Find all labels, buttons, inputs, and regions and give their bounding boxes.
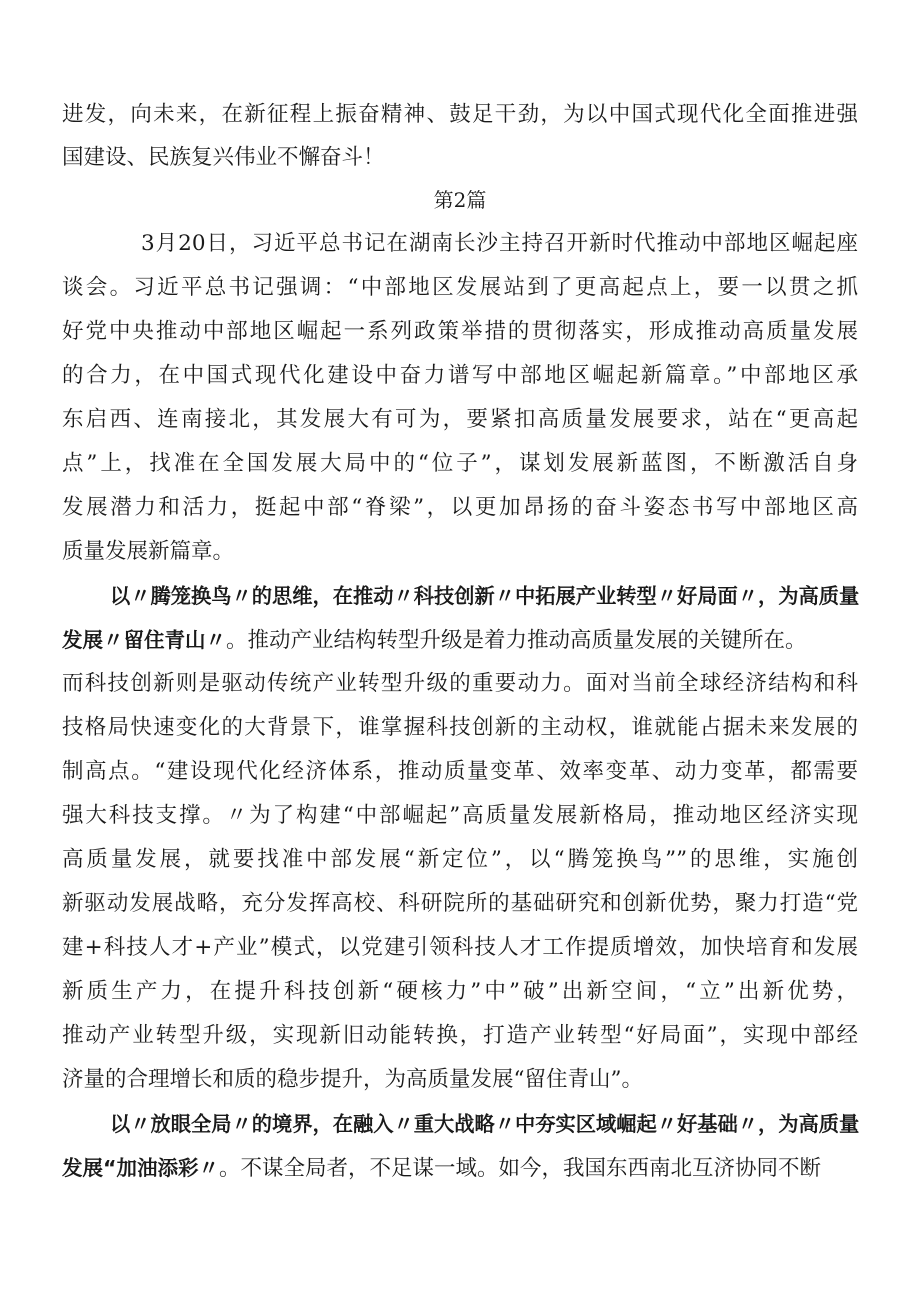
para1-line-3: 好党中央推动中部地区崛起一系列政策举措的贯彻落实，形成推动高质量发展 [62, 319, 858, 344]
section-title: 第2篇 [433, 188, 487, 212]
para2-heading-bold: 发展〃留住青山〃 [62, 628, 226, 652]
para2-heading-line-1: 以〃腾笼换鸟〃的思维，在推动〃科技创新〃中拓展产业转型〃好局面〃，为高质量 [110, 584, 860, 608]
para2-line-1: 而科技创新则是驱动传统产业转型升级的重要动力。面对当前全球经济结构和科 [62, 671, 858, 696]
para1-line-5: 东启西、连南接北，其发展大有可为，要紧扣高质量发展要求，站在“更高起 [62, 407, 858, 432]
para2-line-8: 新质生产力，在提升科技创新“硬核力”中”破”出新空间，“立”出新优势， [62, 979, 858, 1004]
para2-line-9: 推动产业转型升级，实现新旧动能转换，打造产业转型“好局面”，实现中部经 [62, 1023, 858, 1048]
para2-line-4: 强大科技支撑。〃为了构建“中部崛起”高质量发展新格局，推动地区经济实现 [62, 803, 858, 828]
para3-heading-bold: 发展“加油添彩〃 [62, 1156, 219, 1180]
para2-line-2: 技格局快速变化的大背景下，谁掌握科技创新的主动权，谁就能占据未来发展的 [62, 715, 858, 740]
para1-line-6: 点”上，找准在全国发展大局中的“位子”，谋划发展新蓝图，不断激活自身 [62, 451, 858, 476]
para1-line-2: 谈会。习近平总书记强调：“中部地区发展站到了更高起点上，要一以贯之抓 [62, 275, 858, 300]
intro-line-2: 国建设、民族复兴伟业不懈奋斗！ [62, 145, 385, 170]
para2-heading-line-2 [62, 626, 858, 654]
para3-heading-line-1: 以〃放眼全局〃的境界，在融入〃重大战略〃中夯实区域崛起〃好基础〃，为高质量 [110, 1112, 860, 1136]
para2-line-6: 新驱动发展战略，充分发挥高校、科研院所的基础研究和创新优势，聚力打造“党 [62, 891, 858, 916]
para1-line-8: 质量发展新篇章。 [62, 539, 235, 564]
para3-heading-line-2 [62, 1154, 858, 1182]
para3-heading-rest: 。不谋全局者，不足谋一域。如今，我国东西南北互济协同不断 [218, 1156, 821, 1181]
para1-line-4: 的合力，在中国式现代化建设中奋力谱写中部地区崛起新篇章。”中部地区承 [62, 363, 858, 388]
para1-line-1: 3月20日，习近平总书记在湖南长沙主持召开新时代推动中部地区崛起座 [141, 231, 858, 256]
para2-line-7: 建+科技人才+产业”模式，以党建引领科技人才工作提质增效，加快培育和发展 [62, 935, 858, 960]
intro-line-1: 进发，向未来，在新征程上振奋精神、鼓足干劲，为以中国式现代化全面推进强 [62, 102, 858, 127]
para2-heading-rest: 。推动产业结构转型升级是着力推动高质量发展的关键所在。 [226, 628, 807, 653]
para2-line-10: 济量的合理增长和质的稳步提升，为高质量发展“留住青山”。 [62, 1067, 643, 1092]
para1-line-7: 发展潜力和活力，挺起中部“脊梁”，以更加昂扬的奋斗姿态书写中部地区高 [62, 495, 858, 520]
para2-line-5: 高质量发展，就要找准中部发展“新定位”，以“腾笼换鸟””的思维，实施创 [62, 847, 858, 872]
para2-line-3: 制高点。“建设现代化经济体系，推动质量变革、效率变革、动力变革，都需要 [62, 759, 858, 784]
